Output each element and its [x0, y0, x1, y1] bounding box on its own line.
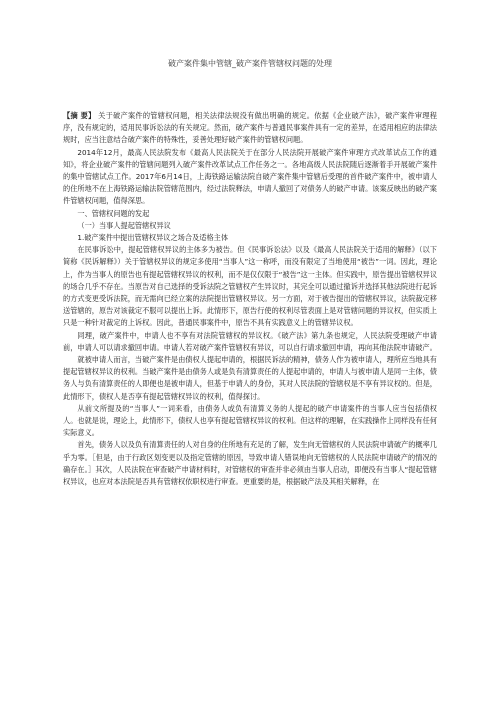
paragraph-4: 就被申请人而言，当破产案件是由债权人提起申请的，根据民诉法的精神，债务人作为被申请人，理所应当地具有提起管辖权异议的权利。当破产案件是由债务人或是负有清算责任的人提起申请的，申请人与被申请人是同一主体，债务人与负有清算责任的人即便也是被申请人，但基于申请人的身份，其对人民法院的管辖权是不享有异议权的。但是，此情形下，债权人是否享有提起管辖权异议的权利，值得探讨。: [63, 355, 437, 401]
abstract-text: 关于破产案件的管辖权问题，相关法律法规没有做出明确的规定。依据《企业破产法》，破产案件审理程序，没有规定的，适用民事诉讼法的有关规定。然而，破产案件与普通民事案件具有一定的差异，在适用相应的法律法规时，应当注意结合破产案件的特殊性，妥善处理好破产案件的管辖权问题。: [63, 111, 437, 145]
paragraph-3: 同理，破产案件中，申请人也不享有对法院管辖权的异议权。《破产法》第九条也规定，人民法院受理破产申请前，申请人可以请求撤回申请。申请人若对破产案件管辖权有异议，可以自行请求撤回申请，再向其他法院申请破产。: [63, 330, 437, 352]
paragraph-1: 2014年12月，最高人民法院发布《最高人民法院关于在部分人民法院开展破产案件审理方式改革试点工作的通知》，将企业破产案件的管辖问题列入破产案件改革试点工作任务之一。各地高级人民法院随后逐渐着手开展破产案件的集中管辖试点工作。2017年6月14日，上海铁路运输法院自破产案件集中管辖后受理的首件破产案件中，被申请人的住所地不在上海铁路运输法院管辖范围内，经过法院释法，申请人撤回了对债务人的破产申请。该案反映出的破产案件管辖权问题，值得深思。: [63, 147, 437, 206]
paragraph-6: 首先，债务人以及负有清算责任的人对自身的住所地有充足的了解，发生向无管辖权的人民法院申请破产的概率几乎为零。［但是，由于行政区划变更以及指定管辖的原因，导致申请人错误地向无管辖权的人民法院申请破产的情况的确存在。］其次，人民法院在审查破产申请材料时，对管辖权的审查并非必须由当事人启动，即便没有当事人“提起管辖权异议，也应对本法院是否具有管辖权依职权进行审查。更重要的是，根据破产法及其相关解释，在: [63, 440, 437, 487]
subsection-heading-1: （一）当事人提起管辖权异议: [77, 220, 171, 230]
paragraph-5: 从前文所提及的“当事人”一词来看，由债务人或负有清算义务的人提起的破产申请案件的当事人应当包括债权人。也就是说，理论上，此情形下，债权人也享有提起管辖权异议的权利。但这样的理解，在实践操作上同样没有任何实际意义。: [63, 403, 437, 438]
paragraph-2: 在民事诉讼中，提起管辖权异议的主体多为被告。但《民事诉讼法》以及《最高人民法院关于适用的解释》（以下简称《民诉解释》）关于管辖权异议的规定多使用“当事人”这一称呼，而没有限定了当地使用“被告”一词。因此，理论上，作为当事人的原告也有提起管辖权异议的权利，而不是仅仅限于“被告”这一主体。但实践中，原告提出管辖权异议的场合几乎不存在。当原告对自己选择的受诉法院之管辖权产生异议时，其完全可以通过撤诉并选择其他法院进行起诉的方式变更受诉法院，而无需向已经立案的法院提出管辖权异议。另一方面，对于被告提出的管辖权异议，法院裁定移送管辖的，原告对该裁定不服可以提出上诉。此情形下，原告行使的权利尽管表面上是对管辖问题的异议权，但实质上只是一种针对裁定的上诉权。因此，普通民事案件中，原告不具有实践意义上的管辖异议权。: [63, 245, 438, 328]
section-heading-1: 一、管辖权问题的发起: [77, 208, 150, 218]
abstract: [63, 110, 437, 147]
abstract-label: 【摘 要】: [63, 111, 96, 120]
document-title: 破产案件集中管辖_破产案件管辖权问题的处理: [168, 59, 332, 68]
subsubsection-heading-1: 1.破产案件中提出管辖权异议之场合及适格主体: [77, 233, 229, 243]
